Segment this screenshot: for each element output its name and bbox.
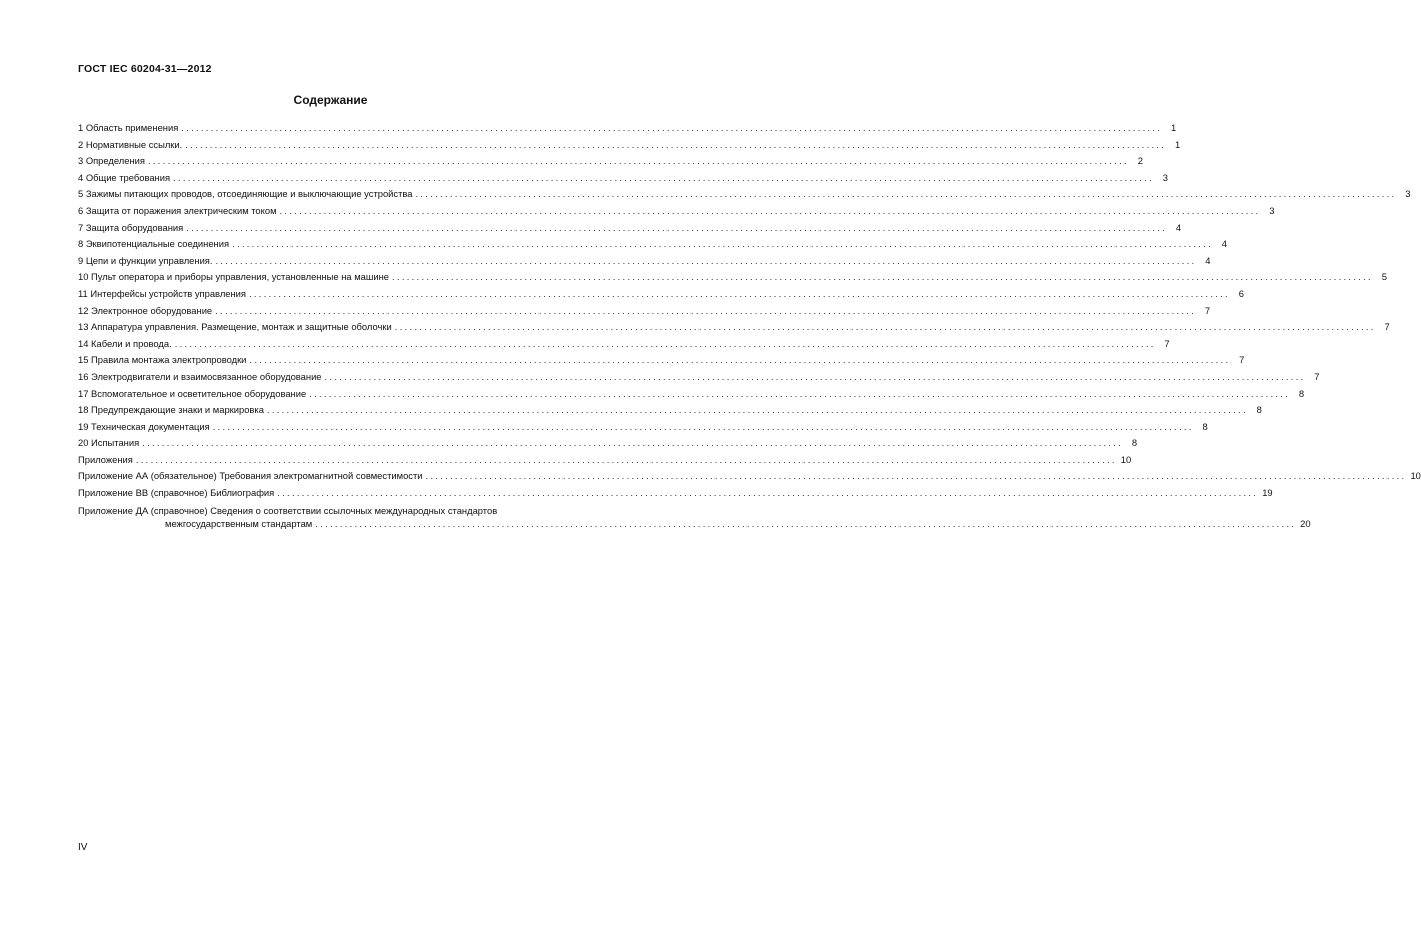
toc-entry-page: 4 xyxy=(1221,238,1227,250)
toc-entry-title: Приложение АА (обязательное) Требования электромагнитной совместимости xyxy=(78,470,423,482)
toc-entry-title: 19 Техническая документация xyxy=(78,420,210,432)
toc-entry-page: 7 xyxy=(1239,354,1245,366)
page-title: Содержание xyxy=(293,93,368,107)
document-code: ГОСТ IEC 60204-31—2012 xyxy=(78,63,212,75)
toc-entry[interactable] xyxy=(78,504,1311,530)
toc-entry-title: 8 Эквипотенциальные соединения xyxy=(78,238,230,250)
toc-entry-page: 7 xyxy=(1204,304,1211,316)
dot-leader: ........................................................................................................................................................................................................ xyxy=(215,304,1197,316)
dot-leader: ........................................................................................................................................................................................................ xyxy=(324,370,1306,382)
toc-entry[interactable] xyxy=(78,303,1211,320)
toc-entry-title: 16 Электродвигатели и взаимосвязанное оборудование xyxy=(78,370,322,382)
toc-entry-page: 8 xyxy=(1131,437,1138,449)
toc-entry[interactable] xyxy=(78,253,1211,270)
toc-entry[interactable] xyxy=(78,468,1421,485)
toc-entry-title: 7 Защита оборудования xyxy=(78,221,184,233)
toc-entry-title: 10 Пульт оператора и приборы управления, установленные на машине xyxy=(78,271,390,283)
dot-leader: ........................................................................................................................................................................................................ xyxy=(249,287,1230,299)
dot-leader: ........................................................................................................................................................................................................ xyxy=(185,138,1167,150)
toc-entry-page: 7 xyxy=(1164,337,1170,349)
dot-leader: ........................................................................................................................................................................................................ xyxy=(279,204,1261,216)
toc-entry-title: 2 Нормативные ссылки. xyxy=(78,138,183,150)
dot-leader: ........................................................................................................................................................................................................ xyxy=(135,453,1117,465)
toc-entry-title: 11 Интерфейсы устройств управления xyxy=(78,287,246,299)
toc-entry-title: 13 Аппаратура управления. Размещение, монтаж и защитные оболочки xyxy=(78,321,392,333)
toc-entry-title: 18 Предупреждающие знаки и маркировка xyxy=(78,404,264,416)
toc-entry-title: 6 Защита от поражения электрическим током xyxy=(78,204,277,216)
toc-entry-page: 8 xyxy=(1202,420,1208,432)
toc-entry-title: 4 Общие требования xyxy=(78,171,171,183)
toc-entry-page: 8 xyxy=(1298,387,1305,399)
toc-entry[interactable] xyxy=(78,452,1132,469)
toc-entry[interactable] xyxy=(78,220,1182,237)
toc-entry-page: 20 xyxy=(1300,517,1311,529)
dot-leader: ........................................................................................................................................................................................................ xyxy=(277,487,1259,499)
toc-entry-page: 10 xyxy=(1120,453,1132,465)
toc-entry-title: 1 Область применения xyxy=(78,122,179,133)
toc-entry[interactable] xyxy=(78,369,1320,386)
toc-entry[interactable] xyxy=(78,336,1170,353)
toc-entry-title: 9 Цепи и функции управления. xyxy=(78,254,213,266)
dot-leader: ........................................................................................................................................................................................................ xyxy=(315,517,1297,529)
toc-entry-title: 14 Кабели и провода. xyxy=(78,337,172,349)
toc-entry[interactable] xyxy=(78,236,1227,253)
toc-entry[interactable] xyxy=(78,203,1275,220)
toc-entry-page: 4 xyxy=(1175,221,1182,233)
toc-entry[interactable] xyxy=(78,419,1208,436)
toc-entry-page: 2 xyxy=(1137,155,1143,167)
toc-entry-title: Приложения xyxy=(78,453,133,465)
toc-entry[interactable] xyxy=(78,170,1168,187)
toc-entry-page: 10 xyxy=(1410,470,1421,482)
toc-entry[interactable] xyxy=(78,435,1138,452)
toc-entry[interactable] xyxy=(78,137,1181,154)
toc-entry-title: 3 Определения xyxy=(78,155,145,167)
dot-leader: ........................................................................................................................................................................................................ xyxy=(215,254,1197,266)
toc-entry-page: 7 xyxy=(1314,370,1320,382)
dot-leader: ........................................................................................................................................................................................................ xyxy=(173,171,1154,183)
toc-entry-title: 5 Зажимы питающих проводов, отсоединяющие и выключающие устройства xyxy=(78,188,413,200)
toc-entry-title: 12 Электронное оборудование xyxy=(78,304,213,316)
dot-leader: ........................................................................................................................................................................................................ xyxy=(212,420,1194,432)
toc-entry-title: Приложение ДА (справочное) Сведения о соответствии ссылочных международных стандартов xyxy=(78,504,498,516)
toc-entry-title: Приложение ВВ (справочное) Библиография xyxy=(78,487,275,499)
dot-leader: ........................................................................................................................................................................................................ xyxy=(425,470,1407,482)
dot-leader: ........................................................................................................................................................................................................ xyxy=(186,221,1168,233)
toc-entry-title: 20 Испытания xyxy=(78,437,140,449)
toc-entry[interactable] xyxy=(78,386,1305,403)
dot-leader: ........................................................................................................................................................................................................ xyxy=(266,404,1248,416)
toc-entry-page: 3 xyxy=(1162,171,1168,183)
toc-entry[interactable] xyxy=(78,120,1177,137)
table-of-contents xyxy=(78,120,1421,530)
toc-entry-page: 5 xyxy=(1381,271,1387,283)
dot-leader: ........................................................................................................................................................................................................ xyxy=(142,437,1124,449)
toc-entry-title: 17 Вспомогательное и осветительное оборудование xyxy=(78,387,307,399)
dot-leader: ........................................................................................................................................................................................................ xyxy=(249,354,1231,366)
dot-leader: ........................................................................................................................................................................................................ xyxy=(309,387,1291,399)
dot-leader: ........................................................................................................................................................................................................ xyxy=(392,271,1373,283)
toc-entry-page: 4 xyxy=(1205,254,1211,266)
dot-leader: ........................................................................................................................................................................................................ xyxy=(394,321,1376,333)
page-number: IV xyxy=(78,842,88,853)
toc-entry[interactable] xyxy=(78,286,1244,303)
toc-entry-page: 7 xyxy=(1384,321,1390,333)
toc-entry-page: 3 xyxy=(1269,204,1275,216)
toc-entry[interactable] xyxy=(78,319,1390,336)
toc-entry-page: 3 xyxy=(1405,188,1411,200)
dot-leader: ........................................................................................................................................................................................................ xyxy=(232,238,1213,250)
toc-entry-title-continued: межгосударственным стандартам xyxy=(165,517,313,529)
toc-entry[interactable] xyxy=(78,186,1411,203)
dot-leader: ........................................................................................................................................................................................................ xyxy=(147,155,1129,167)
toc-entry[interactable] xyxy=(78,153,1143,170)
dot-leader: ........................................................................................................................................................................................................ xyxy=(181,122,1163,133)
dot-leader: ........................................................................................................................................................................................................ xyxy=(415,188,1397,200)
toc-entry[interactable] xyxy=(78,352,1245,369)
toc-entry-page: 8 xyxy=(1256,404,1262,416)
toc-entry[interactable] xyxy=(78,485,1273,502)
toc-entry-page: 1 xyxy=(1171,122,1177,133)
toc-entry-title: 15 Правила монтажа электропроводки xyxy=(78,354,247,366)
dot-leader: ........................................................................................................................................................................................................ xyxy=(174,337,1156,349)
toc-entry[interactable] xyxy=(78,269,1387,286)
toc-entry-page: 6 xyxy=(1238,287,1244,299)
toc-entry-page: 19 xyxy=(1262,487,1273,499)
toc-entry-page: 1 xyxy=(1174,138,1181,150)
toc-entry[interactable] xyxy=(78,402,1262,419)
